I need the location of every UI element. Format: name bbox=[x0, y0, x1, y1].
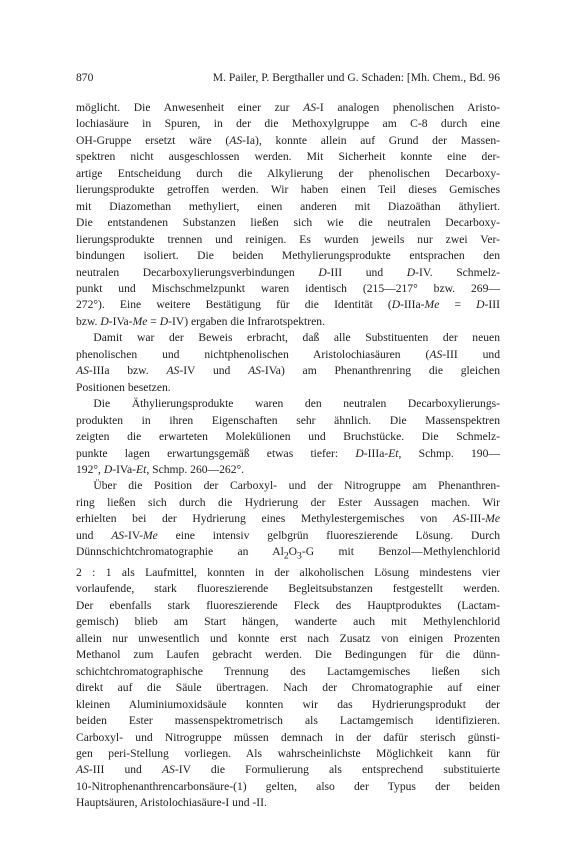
text-line: lierungsprodukte trennen und reinigen. Es wurden jeweils nur zwei Ver- bbox=[76, 232, 500, 246]
text-line: punkte lagen erwartungsgemäß etwas tiefer: D-IIIa-Et, Schmp. 190— bbox=[76, 446, 500, 460]
text-line: gemisch) blieb am Start hängen, wanderte auch mit Methylenchlorid bbox=[76, 615, 500, 629]
text-line: vorlaufende, stark fluoreszierende Begleitsubstanzen festgestellt werden. bbox=[76, 582, 500, 596]
running-header bbox=[76, 70, 500, 85]
text-line: lochiasäure in Spuren, in der die Methoxylgruppe am C-8 durch eine bbox=[76, 117, 500, 131]
text-line: OH-Gruppe ersetzt wäre (AS-Ia), konnte allein auf Grund der Massen- bbox=[76, 133, 500, 147]
text-line: möglicht. Die Anwesenheit einer zur AS-I analogen phenolischen Aristo- bbox=[76, 101, 500, 114]
text-line: bindungen isoliert. Die beiden Methylierungsprodukte entsprachen den bbox=[76, 249, 500, 263]
text-line: erhielten bei der Hydrierung eines Methylestergemisches von AS-III-Me bbox=[76, 512, 500, 526]
text-line: artige Entscheidung durch die Alkylierung der phenolischen Decarboxy- bbox=[76, 166, 500, 180]
text-line: und AS-IV-Me eine intensiv gelbgrün fluoreszierende Lösung. Durch bbox=[76, 528, 500, 542]
text-line: beiden Ester massenspektrometrisch als Lactamgemisch identifizieren. bbox=[76, 714, 500, 728]
text-line: punkt und Mischschmelzpunkt waren identisch (215—217° bzw. 269— bbox=[76, 281, 500, 295]
text-line: gen peri-Stellung vorliegen. Als wahrscheinlichste Möglichkeit kann für bbox=[76, 746, 500, 760]
text-line: spektren nicht ausgeschlossen werden. Mit Sicherheit konnte eine der- bbox=[76, 150, 500, 164]
text-line: neutralen Decarboxylierungsverbindungen D-III und D-IV. Schmelz- bbox=[76, 265, 500, 279]
text-line: bzw. D-IVa-Me = D-IV) ergaben die Infrarotspektren. bbox=[76, 314, 325, 328]
text-line: Dünnschichtchromatographie an $Al_2O_3-G$ mit Benzol—Methylenchlorid bbox=[76, 545, 501, 562]
text-line: 10-Nitrophenanthrencarbonsäure-(1) gelten, also der Typus der beiden bbox=[76, 779, 500, 793]
text-line: produkten in ihren Eigenschaften sehr ähnlich. Die Massenspektren bbox=[76, 413, 500, 427]
text-line: phenolischen und nichtphenolischen Aristolochiasäuren (AS-III und bbox=[76, 347, 500, 361]
text-line: lierungsprodukte getroffen werden. Wir haben einen Teil dieses Gemisches bbox=[76, 183, 500, 197]
text-line: Damit war der Beweis erbracht, daß alle Substituenten der neuen bbox=[93, 331, 500, 345]
text-line: direkt auf die Säule übertragen. Nach der Chromatographie auf einer bbox=[76, 681, 500, 695]
text-line: ring ließen sich durch die Hydrierung der Ester Aussagen machen. Wir bbox=[76, 495, 500, 509]
text-line: Die Äthylierungsprodukte waren den neutralen Decarboxylierungs- bbox=[93, 397, 500, 411]
text-line: Carboxyl- und Nitrogruppe müssen demnach in der dafür sterisch günsti- bbox=[76, 730, 500, 744]
text-line: 2 : 1 als Laufmittel, konnten in der alkoholischen Lösung mindestens vier bbox=[76, 566, 500, 579]
text-line: Die entstandenen Substanzen ließen sich wie die neutralen Decarboxy- bbox=[76, 216, 500, 230]
body-text bbox=[76, 100, 500, 812]
page-number: 870 bbox=[76, 71, 94, 84]
text-line: kleinen Aluminiumoxidsäule konnten wir das Hydrierungsprodukt der bbox=[76, 697, 500, 711]
text-line: Über die Position der Carboxyl- und der Nitrogruppe am Phenanthren- bbox=[93, 479, 500, 493]
text-line: Hauptsäuren, Aristolochiasäure-I und -II. bbox=[76, 796, 267, 810]
text-line: schichtchromatographische Trennung des Lactamgemisches ließen sich bbox=[76, 664, 500, 678]
text-line: 272°). Eine weitere Bestätigung für die Identität (D-IIIa-Me = D-III bbox=[76, 298, 500, 312]
text-line: Positionen besetzen. bbox=[76, 380, 171, 394]
text-line: mit Diazomethan methyliert, einen anderen mit Diazoäthan äthyliert. bbox=[76, 199, 500, 213]
text-line: zeigten die erwarteten Molekülionen und Bruchstücke. Die Schmelz- bbox=[76, 430, 500, 444]
text-line: Der ebenfalls stark fluoreszierende Fleck des Hauptproduktes (Lactam- bbox=[76, 598, 500, 612]
text-line: Methanol zum Laufen gebracht werden. Die Bedingungen für die dünn- bbox=[76, 648, 500, 662]
text-line: allein nur unwesentlich und konnte erst nach Zusatz von einigen Prozenten bbox=[76, 631, 500, 645]
text-line: AS-IIIa bzw. AS-IV und AS-IVa) am Phenanthrenring die gleichen bbox=[76, 364, 500, 378]
text-line: AS-III und AS-IV die Formulierung als entsprechend substituierte bbox=[76, 763, 500, 777]
text-line: 192°, D-IVa-Et, Schmp. 260—262°. bbox=[76, 462, 245, 476]
running-title: M. Pailer, P. Bergthaller und G. Schaden: [Mh. Chem., Bd. 96 bbox=[212, 71, 500, 84]
